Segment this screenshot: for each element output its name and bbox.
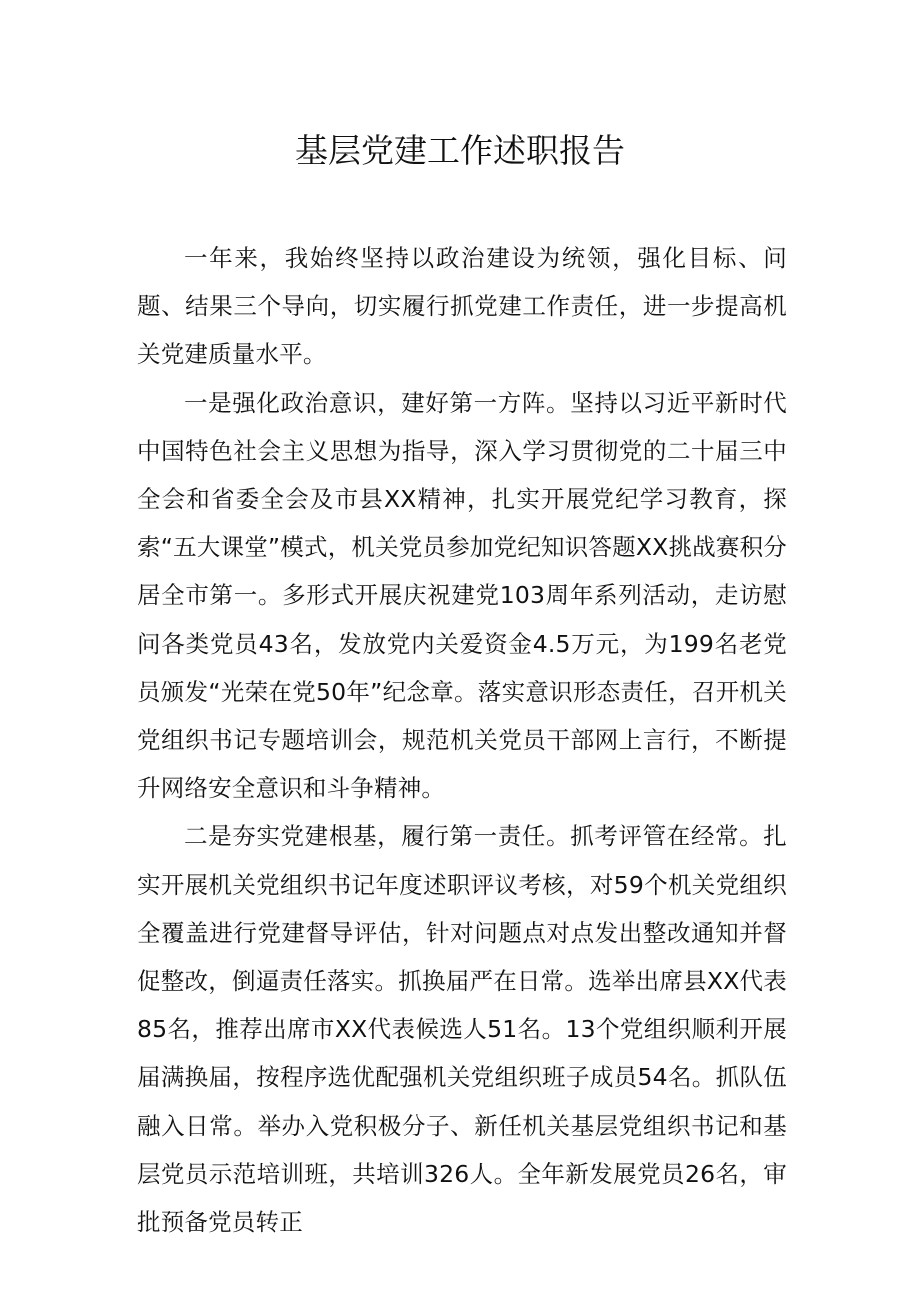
document-title: 基层党建工作述职报告 — [295, 131, 625, 170]
paragraph-party-foundation: 二是夯实党建根基，履行第一责任。抓考评管在经常。扎实开展机关党组织书记年度述职评议考核，对59个机关党组织全覆盖进行党建督导评估，针对问题点对点发出整改通知并督促整改，倒逼责任落实。抓换届严在日常。选举出席县XX代表85名，推荐出席市XX代表候选人51名。13个党组织顺利开展届满换届，按程序选优配强机关党组织班子成员54名。抓队伍融入日常。举办入党积极分子、新任机关基层党组织书记和基层党员示范培训班，共培训326人。全年新发展党员26名，审批预备党员转正 — [137, 822, 787, 1237]
paragraph-intro: 一年来，我始终坚持以政治建设为统领，强化目标、问题、结果三个导向，切实履行抓党建工作责任，进一步提高机关党建质量水平。 — [137, 244, 787, 369]
paragraph-political-awareness: 一是强化政治意识，建好第一方阵。坚持以习近平新时代中国特色社会主义思想为指导，深入学习贯彻党的二十届三中全会和省委全会及市县XX精神，扎实开展党纪学习教育，探索“五大课堂”模式，机关党员参加党纪知识答题XX挑战赛积分居全市第一。多形式开展庆祝建党103周年系列活动，走访慰问各类党员43名，发放党内关爱资金4.5万元，为199名老党员颁发“光荣在党50年”纪念章。落实意识形态责任，召开机关党组织书记专题培训会，规范机关党员干部网上言行，不断提升网络安全意识和斗争精神。 — [137, 388, 787, 803]
document-body — [137, 234, 787, 1246]
